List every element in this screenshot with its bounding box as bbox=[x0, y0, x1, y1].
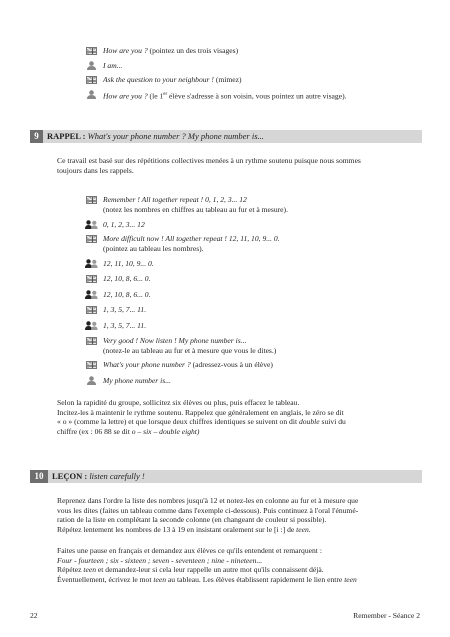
section-10-para-2: Faites une pause en français et demandez aux élèves ce qu'ils entendent et remarquent : Four - fourteen ; six - sixteen ; seven - seventeen ; nine - nineteen... Répétez teen et demandez-leur si cela leur rappelle un autre mot qu'ils connaissent déjà. Éventuellement, écrivez le mot teen au tableau. Les élèves établissent rapidement le lien entre teen bbox=[57, 546, 357, 584]
running-title: Remember - Séance 2 bbox=[353, 611, 420, 620]
uk-flag-icon bbox=[86, 196, 97, 204]
student-icon bbox=[86, 90, 97, 98]
section-9-intro: Ce travail est basé sur des répétitions collectives menées à un rythme soutenu puisque nous sommes toujours dans les rappels. bbox=[57, 156, 361, 175]
section-number: 9 bbox=[30, 130, 43, 143]
step-line: Remember ! All together repeat ! 0, 1, 2, 3... 12 bbox=[103, 195, 247, 204]
step-line: 12, 10, 8, 6... 0. bbox=[103, 274, 151, 283]
step-line: 0, 1, 2, 3... 12 bbox=[103, 220, 145, 229]
section-number: 10 bbox=[30, 470, 48, 483]
intro-line-3: Ask the question to your neighbour ! (mimez) bbox=[103, 75, 242, 84]
student-icon bbox=[86, 376, 97, 384]
step-line: My phone number is... bbox=[103, 376, 171, 385]
student-icon bbox=[86, 61, 97, 69]
step-note: (pointez au tableau les nombres). bbox=[103, 244, 204, 253]
section-10-para-1: Reprenez dans l'ordre la liste des nombres jusqu'à 12 et notez-les en colonne au fur et à mesure que vous les dites (faites un tableau comme dans l'exemple ci-dessous). Puis continuez à l'oral l'énumé- ration de la liste en complétant la seconde colonne (en changeant de couleur si possible). Répétez lentement les nombres de 13 à 19 en insistant oralement sur le [i :] de teen. bbox=[57, 496, 359, 534]
section-9-outro: Selon la rapidité du groupe, sollicitez six élèves ou plus, puis effacez le tableau. Incitez-les à maintenir le rythme soutenu. Rappelez que généralement en anglais, le zéro se dit « o » (comme la lettre) et que lorsque deux chiffres identiques se suivent on dit double suivi du chiffre (ex : 06 88 se dit o – six – double eight) bbox=[57, 398, 346, 436]
uk-flag-icon bbox=[86, 337, 97, 345]
intro-line-1: How are you ? (pointez un des trois visages) bbox=[103, 46, 239, 55]
uk-flag-icon bbox=[86, 306, 97, 314]
step-line: 12, 11, 10, 9... 0. bbox=[103, 259, 154, 268]
step-line: What's your phone number ? (adressez-vous à un élève) bbox=[103, 360, 273, 369]
students-pair-icon bbox=[85, 259, 96, 267]
intro-line-2: I am... bbox=[103, 61, 123, 70]
step-line: More difficult now ! All together repeat ! 12, 11, 10, 9... 0. bbox=[103, 234, 280, 243]
step-line: 12, 10, 8, 6... 0. bbox=[103, 290, 151, 299]
uk-flag-icon bbox=[86, 235, 97, 243]
step-note: (notez les nombres en chiffres au tableau au fur et à mesure). bbox=[103, 205, 288, 214]
uk-flag-icon bbox=[86, 76, 97, 84]
section-title: LEÇON : listen carefully ! bbox=[52, 471, 145, 481]
section-10-header bbox=[30, 470, 422, 483]
intro-line-4: How are you ? (le 1er élève s'adresse à son voisin, vous pointez un autre visage). bbox=[103, 91, 347, 101]
uk-flag-icon bbox=[86, 275, 97, 283]
students-pair-icon bbox=[85, 290, 96, 298]
step-line: Very good ! Now listen ! My phone number is... bbox=[103, 336, 247, 345]
step-line: 1, 3, 5, 7... 11. bbox=[103, 321, 147, 330]
uk-flag-icon bbox=[86, 47, 97, 55]
section-title: RAPPEL : What's your phone number ? My phone number is... bbox=[47, 131, 264, 141]
students-pair-icon bbox=[85, 220, 96, 228]
page-number: 22 bbox=[30, 611, 38, 620]
step-line: 1, 3, 5, 7... 11. bbox=[103, 305, 147, 314]
students-pair-icon bbox=[85, 321, 96, 329]
step-note: (notez-le au tableau au fur et à mesure que vous le dites.) bbox=[103, 346, 277, 355]
section-9-header bbox=[30, 130, 422, 143]
uk-flag-icon bbox=[86, 361, 97, 369]
